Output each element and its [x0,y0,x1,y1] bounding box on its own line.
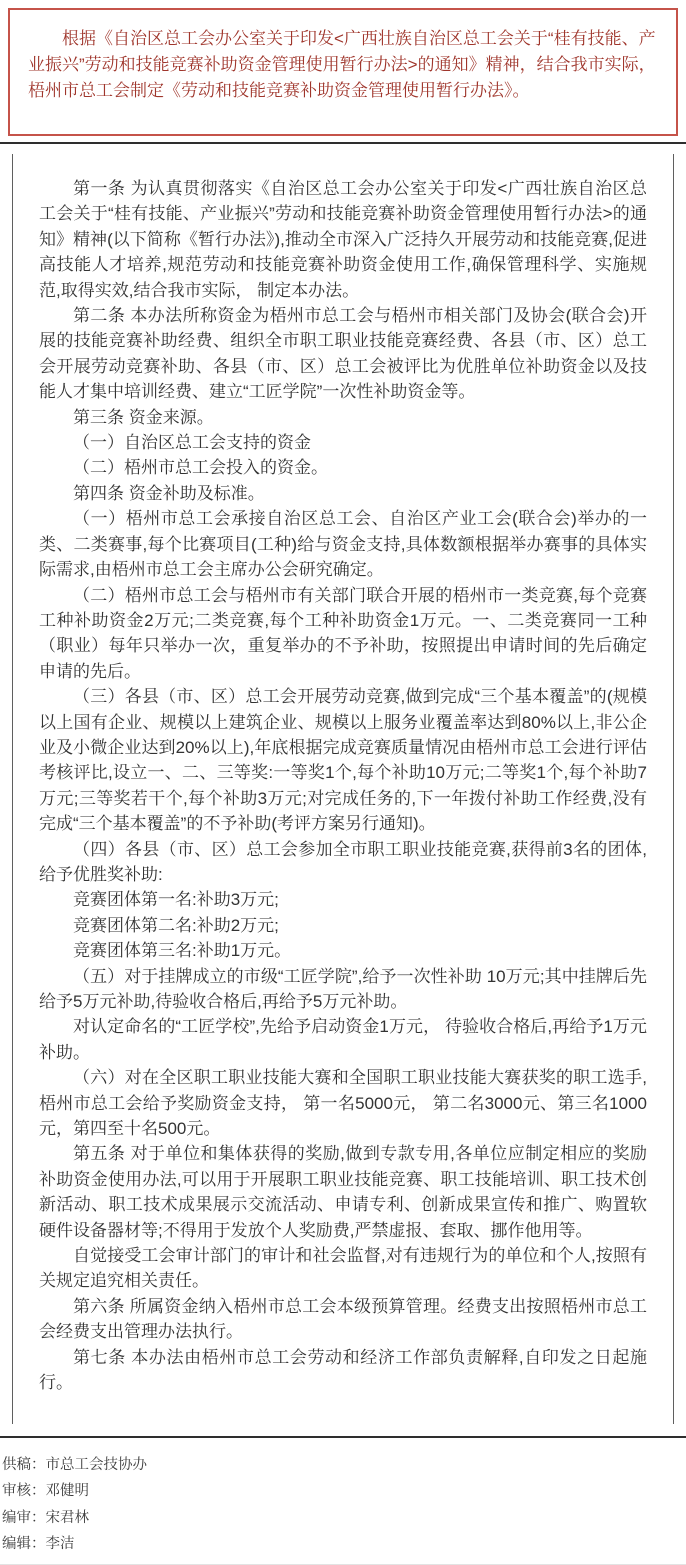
footer-credits [0,1438,686,1562]
credit-line-senior-editor: 编审：宋君林 [2,1509,89,1526]
intro-text: 根据《自治区总工会办公室关于印发<广西壮族自治区总工会关于“桂有技能、产业振兴”劳动和技能竞赛补助资金管理使用暂行办法>的通知》精神，结合我市实际，梧州市总工会制定《劳动和技能竞赛补助资金管理使用暂行办法》。 [28,29,656,100]
article-paragraph: 第七条 本办法由梧州市总工会劳动和经济工作部负责解释,自印发之日起施行。 [39,1347,647,1393]
article-paragraph: （六）对在全区职工职业技能大赛和全国职工职业技能大赛获奖的职工选手,梧州市总工会给予奖励资金支持， 第一名5000元， 第二名3000元、第三名1000元，第四至十名500元。 [39,1068,647,1139]
intro-notice-box [8,8,678,136]
article-paragraph: （二）梧州市总工会投入的资金。 [73,458,328,478]
article-paragraph: （三）各县（市、区）总工会开展劳动竞赛,做到完成“三个基本覆盖”的(规模以上国有企业、规模以上建筑企业、规模以上服务业覆盖率达到80%以上,非公企业及小微企业达到20%以上),年底根据完成竞赛质量情况由梧州市总工会进行评估考核评比,设立一、二、三等奖:一等奖1个,每个补助10万元;二等奖1个,每个补助7万元;三等奖若干个,每个补助3万元;对完成任务的,下一年拨付补助工作经费,没有完成“三个基本覆盖”的不予补助(考评方案另行通知)。 [39,687,647,834]
article-paragraph: 第二条 本办法所称资金为梧州市总工会与梧州市相关部门及协会(联合会)开展的技能竞赛补助经费、组织全市职工职业技能竞赛经费、各县（市、区）总工会开展劳动竞赛补助、各县（市、区）总工会被评比为优胜单位补助资金以及技能人才集中培训经费、建立“工匠学院”一次性补助资金等。 [39,306,647,402]
article-paragraph: （二）梧州市总工会与梧州市有关部门联合开展的梧州市一类竞赛,每个竞赛工种补助资金2万元;二类竞赛,每个工种补助资金1万元。一、二类竞赛同一工种（职业）每年只举办一次，重复举办的不予补助，按照提出申请时间的先后确定申请的先后。 [39,585,647,681]
article-paragraph: 对认定命名的“工匠学校”,先给予启动资金1万元， 待验收合格后,再给予1万元补助。 [39,1017,647,1062]
article-paragraph: （一）梧州市总工会承接自治区总工会、自治区产业工会(联合会)举办的一类、二类赛事,每个比赛项目(工种)给与资金支持,具体数额根据举办赛事的具体实际需求,由梧州市总工会主席办公会研究确定。 [39,509,647,580]
top-divider [0,142,686,144]
article-paragraph: 第三条 资金来源。 [73,407,214,427]
bottom-hairline [0,1564,686,1565]
article-paragraph: 竞赛团体第二名:补助2万元; [73,915,279,935]
article-paragraph: 竞赛团体第一名:补助3万元; [73,890,279,910]
document-body [12,154,674,1424]
article-paragraph: 竞赛团体第三名:补助1万元。 [73,941,292,961]
article-paragraph: 第五条 对于单位和集体获得的奖励,做到专款专用,各单位应制定相应的奖励补助资金使用办法,可以用于开展职工职业技能竞赛、职工技能培训、职工技术创新活动、职工技术成果展示交流活动、申请专利、创新成果宣传和推广、购置软硬件设备器材等;不得用于发放个人奖励费,严禁虚报、套取、挪作他用等。 [39,1144,647,1240]
article-paragraph: （四）各县（市、区）总工会参加全市职工职业技能竞赛,获得前3名的团体,给予优胜奖补助: [39,839,647,884]
article-paragraph: 第一条 为认真贯彻落实《自治区总工会办公室关于印发<广西壮族自治区总工会关于“桂有技能、产业振兴”劳动和技能竞赛补助资金管理使用暂行办法>的通知》精神(以下简称《暂行办法》),推动全市深入广泛持久开展劳动和技能竞赛,促进高技能人才培养,规范劳动和技能竞赛补助资金使用工作,确保管理科学、实施规范,取得实效,结合我市实际， 制定本办法。 [39,179,647,300]
credit-line-reviewer: 审核：邓健明 [2,1483,89,1499]
article-paragraph: （一）自治区总工会支持的资金 [73,433,311,453]
credit-line-contributor: 供稿：市总工会技协办 [2,1456,147,1473]
article-paragraph: 第六条 所属资金纳入梧州市总工会本级预算管理。经费支出按照梧州市总工会经费支出管理办法执行。 [39,1296,647,1342]
credit-line-editor: 编辑：李洁 [2,1536,75,1552]
article-paragraph: 自觉接受工会审计部门的审计和社会监督,对有违规行为的单位和个人,按照有关规定追究相关责任。 [39,1246,647,1291]
article-paragraph: 第四条 资金补助及标准。 [73,483,265,503]
article-paragraph: （五）对于挂牌成立的市级“工匠学院”,给予一次性补助 10万元;其中挂牌后先给予5万元补助,待验收合格后,再给予5万元补助。 [39,966,647,1011]
